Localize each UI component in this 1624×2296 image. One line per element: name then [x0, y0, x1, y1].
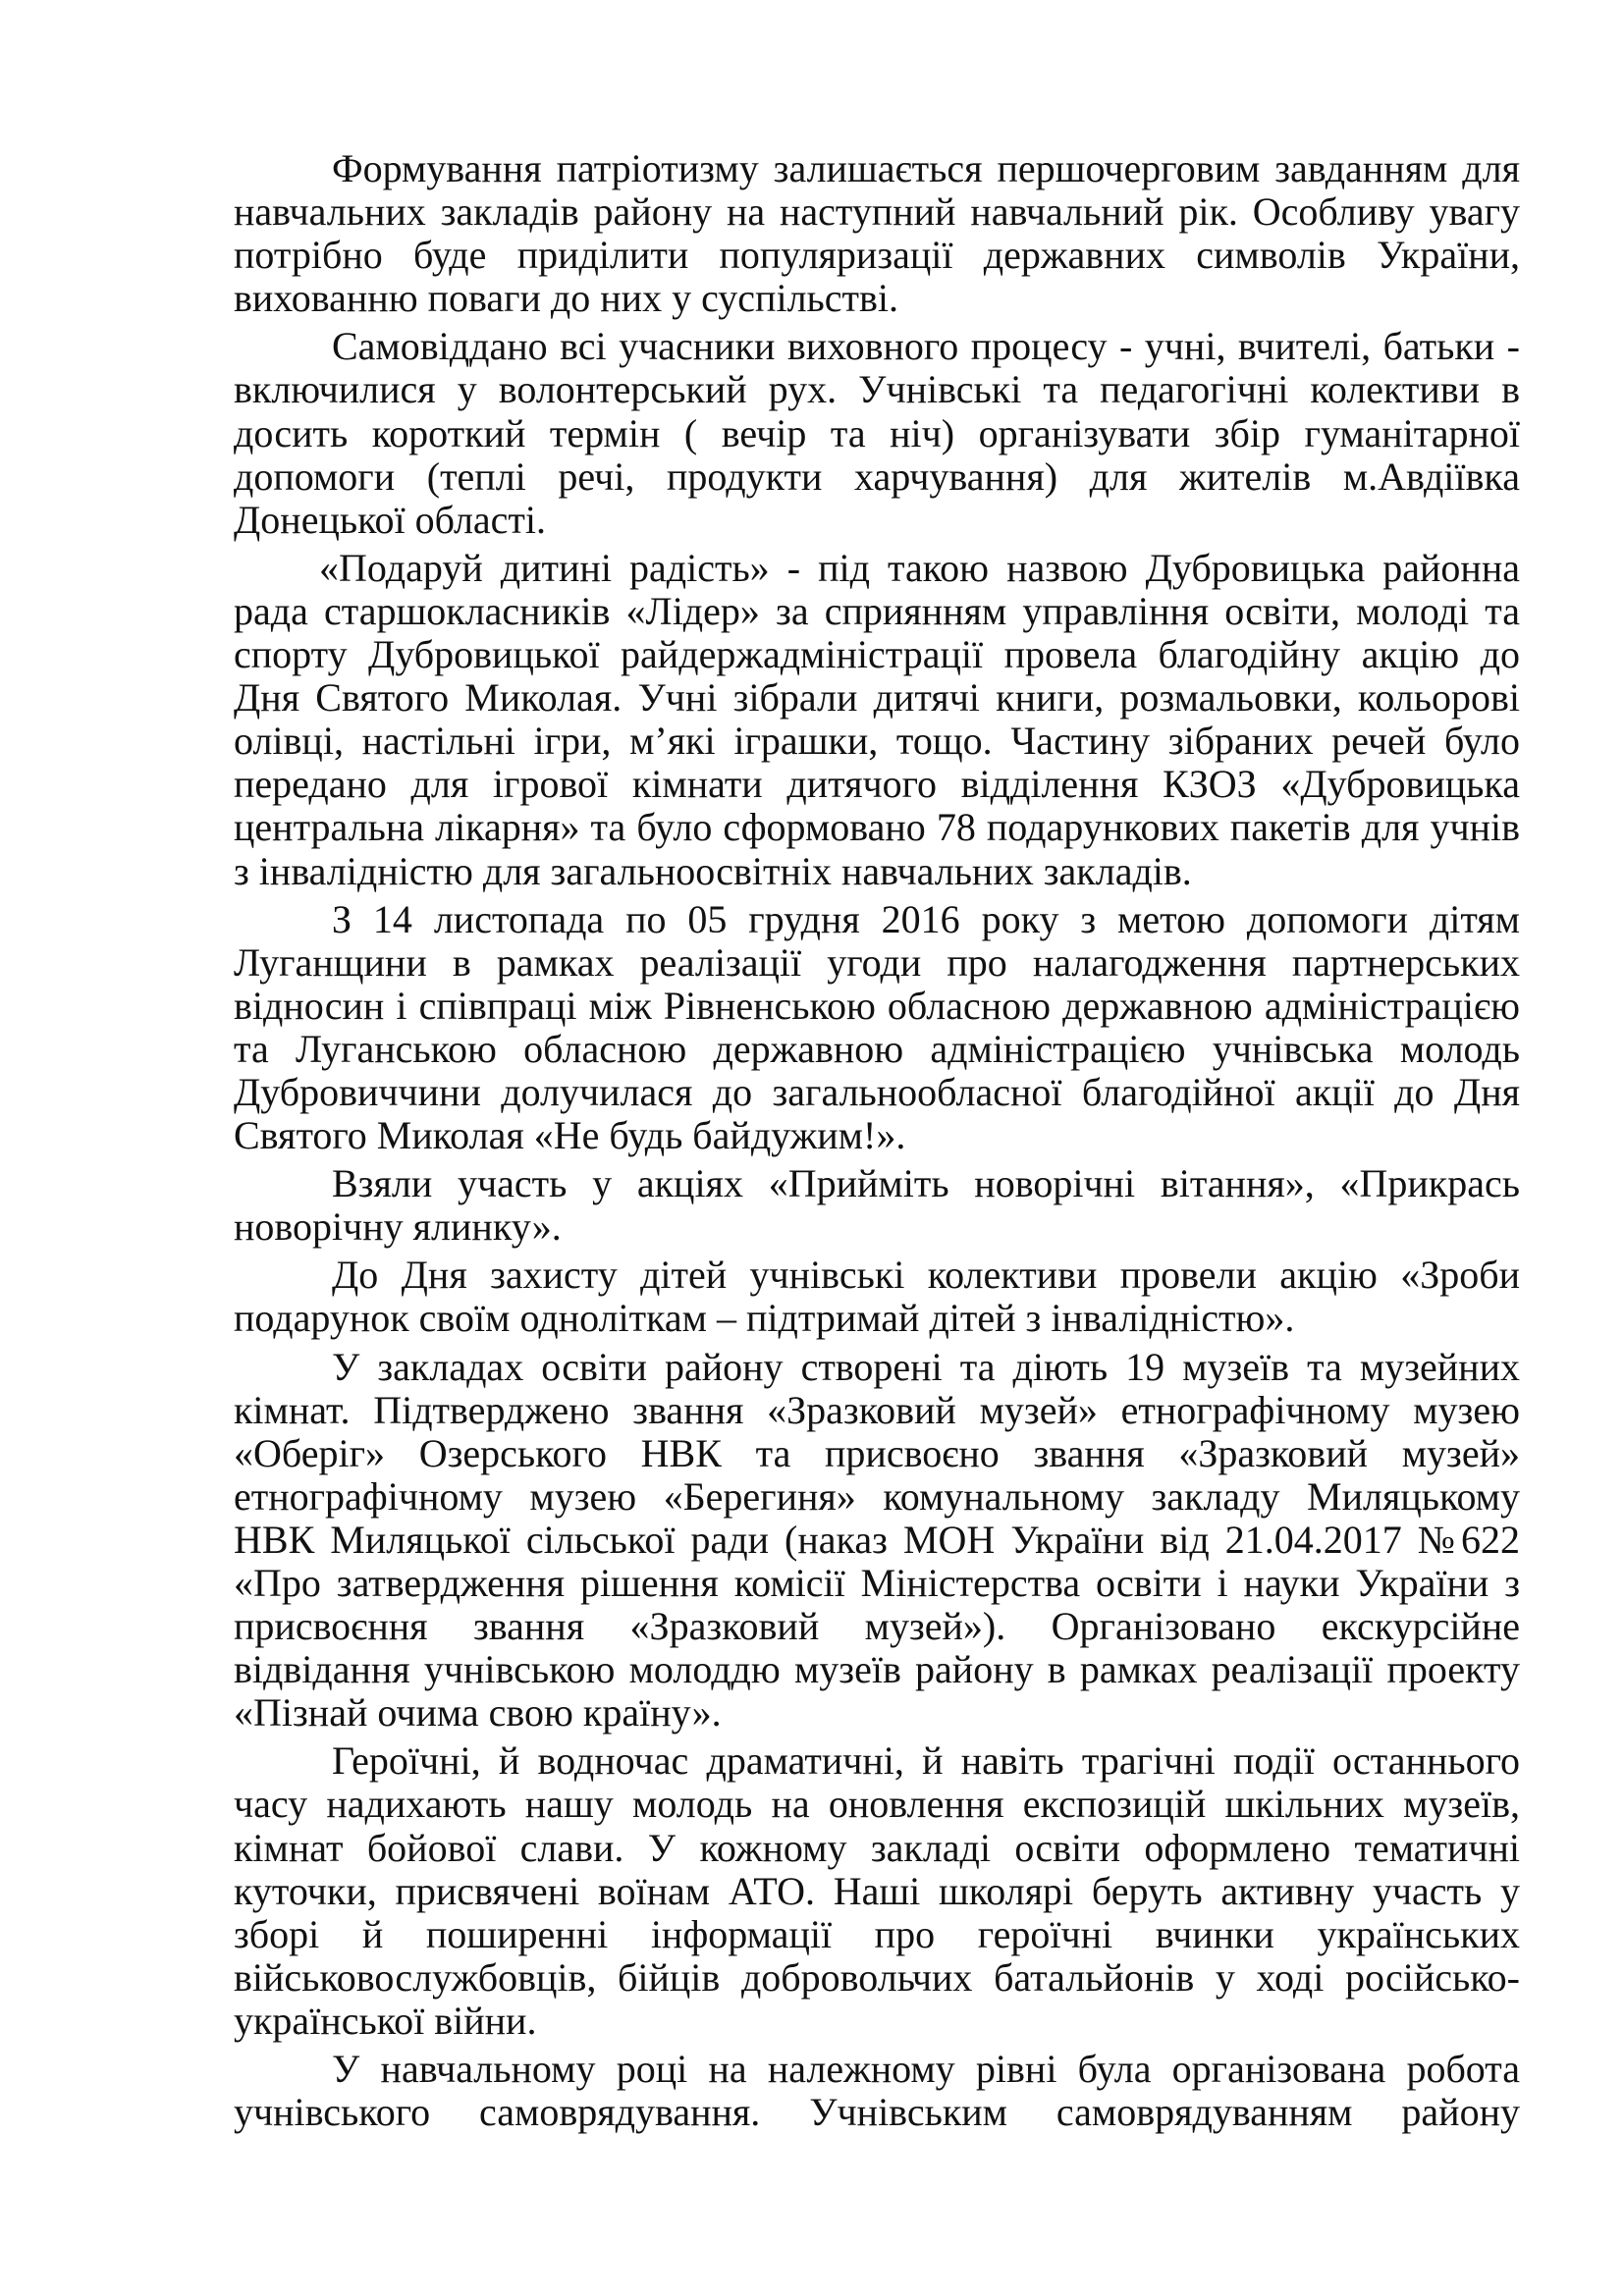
paragraph-volunteer-movement: Самовіддано всі учасники виховного процесу - учні, вчителі, батьки - включилися у волонтерський рух. Учнівські та педагогічні колективи в досить короткий термін ( вечір та ніч) організувати збір гуманітарної допомоги (теплі речі, продукти харчування) для жителів м.Авдіївка Донецької області.: [234, 324, 1520, 542]
paragraph-gift-joy-campaign: «Подаруй дитині радість» - під такою назвою Дубровицька районна рада старшокласників «Лідер» за сприянням управління освіти, молоді та спорту Дубровицької райдержадміністрації провела благодійну акцію до Дня Святого Миколая. Учні зібрали дитячі книги, розмальовки, кольорові олівці, настільні ігри, м’які іграшки, тощо. Частину зібраних речей було передано для ігрової кімнати дитячого відділення КЗОЗ «Дубровицька центральна лікарня» та було сформовано 78 подарункових пакетів для учнів з інвалідністю для загальноосвітніх навчальних закладів.: [234, 545, 1520, 893]
paragraph-luhansk-help: З 14 листопада по 05 грудня 2016 року з метою допомоги дітям Луганщини в рамках реалізації угоди про налагодження партнерських відносин і співпраці між Рівненською обласною державною адміністрацією та Луганською обласною державною адміністрацією учнівська молодь Дубровиччини долучилася до загальнообласної благодійної акції до Дня Святого Миколая «Не будь байдужим!».: [234, 896, 1520, 1158]
paragraph-children-day: До Дня захисту дітей учнівські колективи провели акцію «Зроби подарунок своїм одноліткам – підтримай дітей з інвалідністю».: [234, 1253, 1520, 1341]
paragraph-new-year-actions: Взяли участь у акціях «Прийміть новорічні вітання», «Прикрась новорічну ялинку».: [234, 1161, 1520, 1250]
paragraph-museums: У закладах освіти району створені та діють 19 музеїв та музейних кімнат. Підтверджено звання «Зразковий музей» етнографічному музею «Оберіг» Озерського НВК та присвоєно звання «Зразковий музей» етнографічному музею «Берегиня» комунальному закладу Миляцькому НВК Миляцької сільської ради (наказ МОН України від 21.04.2017 №622 «Про затвердження рішення комісії Міністерства освіти і науки України з присвоєння звання «Зразковий музей»). Організовано екскурсійне відвідання учнівською молоддю музеїв району в рамках реалізації проекту «Пізнай очима свою країну».: [234, 1344, 1520, 1735]
document-body: [234, 147, 1520, 2139]
paragraph-patriotism: Формування патріотизму залишається першочерговим завданням для навчальних закладів району на наступний навчальний рік. Особливу увагу потрібно буде приділити популяризації державних символів України, вихованню поваги до них у суспільстві.: [234, 146, 1520, 321]
paragraph-student-self-government: У навчальному році на належному рівні була організована робота учнівського самоврядування. Учнівським самоврядуванням району: [234, 2047, 1520, 2135]
paragraph-heroic-events: Героїчні, й водночас драматичні, й навіть трагічні події останнього часу надихають нашу молодь на оновлення експозицій шкільних музеїв, кімнат бойової слави. У кожному закладі освіти оформлено тематичні куточки, присвячені воїнам АТО. Наші школярі беруть активну участь у зборі й поширенні інформації про героїчні вчинки українських військовослужбовців, бійців добровольчих батальйонів у ході російсько-української війни.: [234, 1738, 1520, 2043]
